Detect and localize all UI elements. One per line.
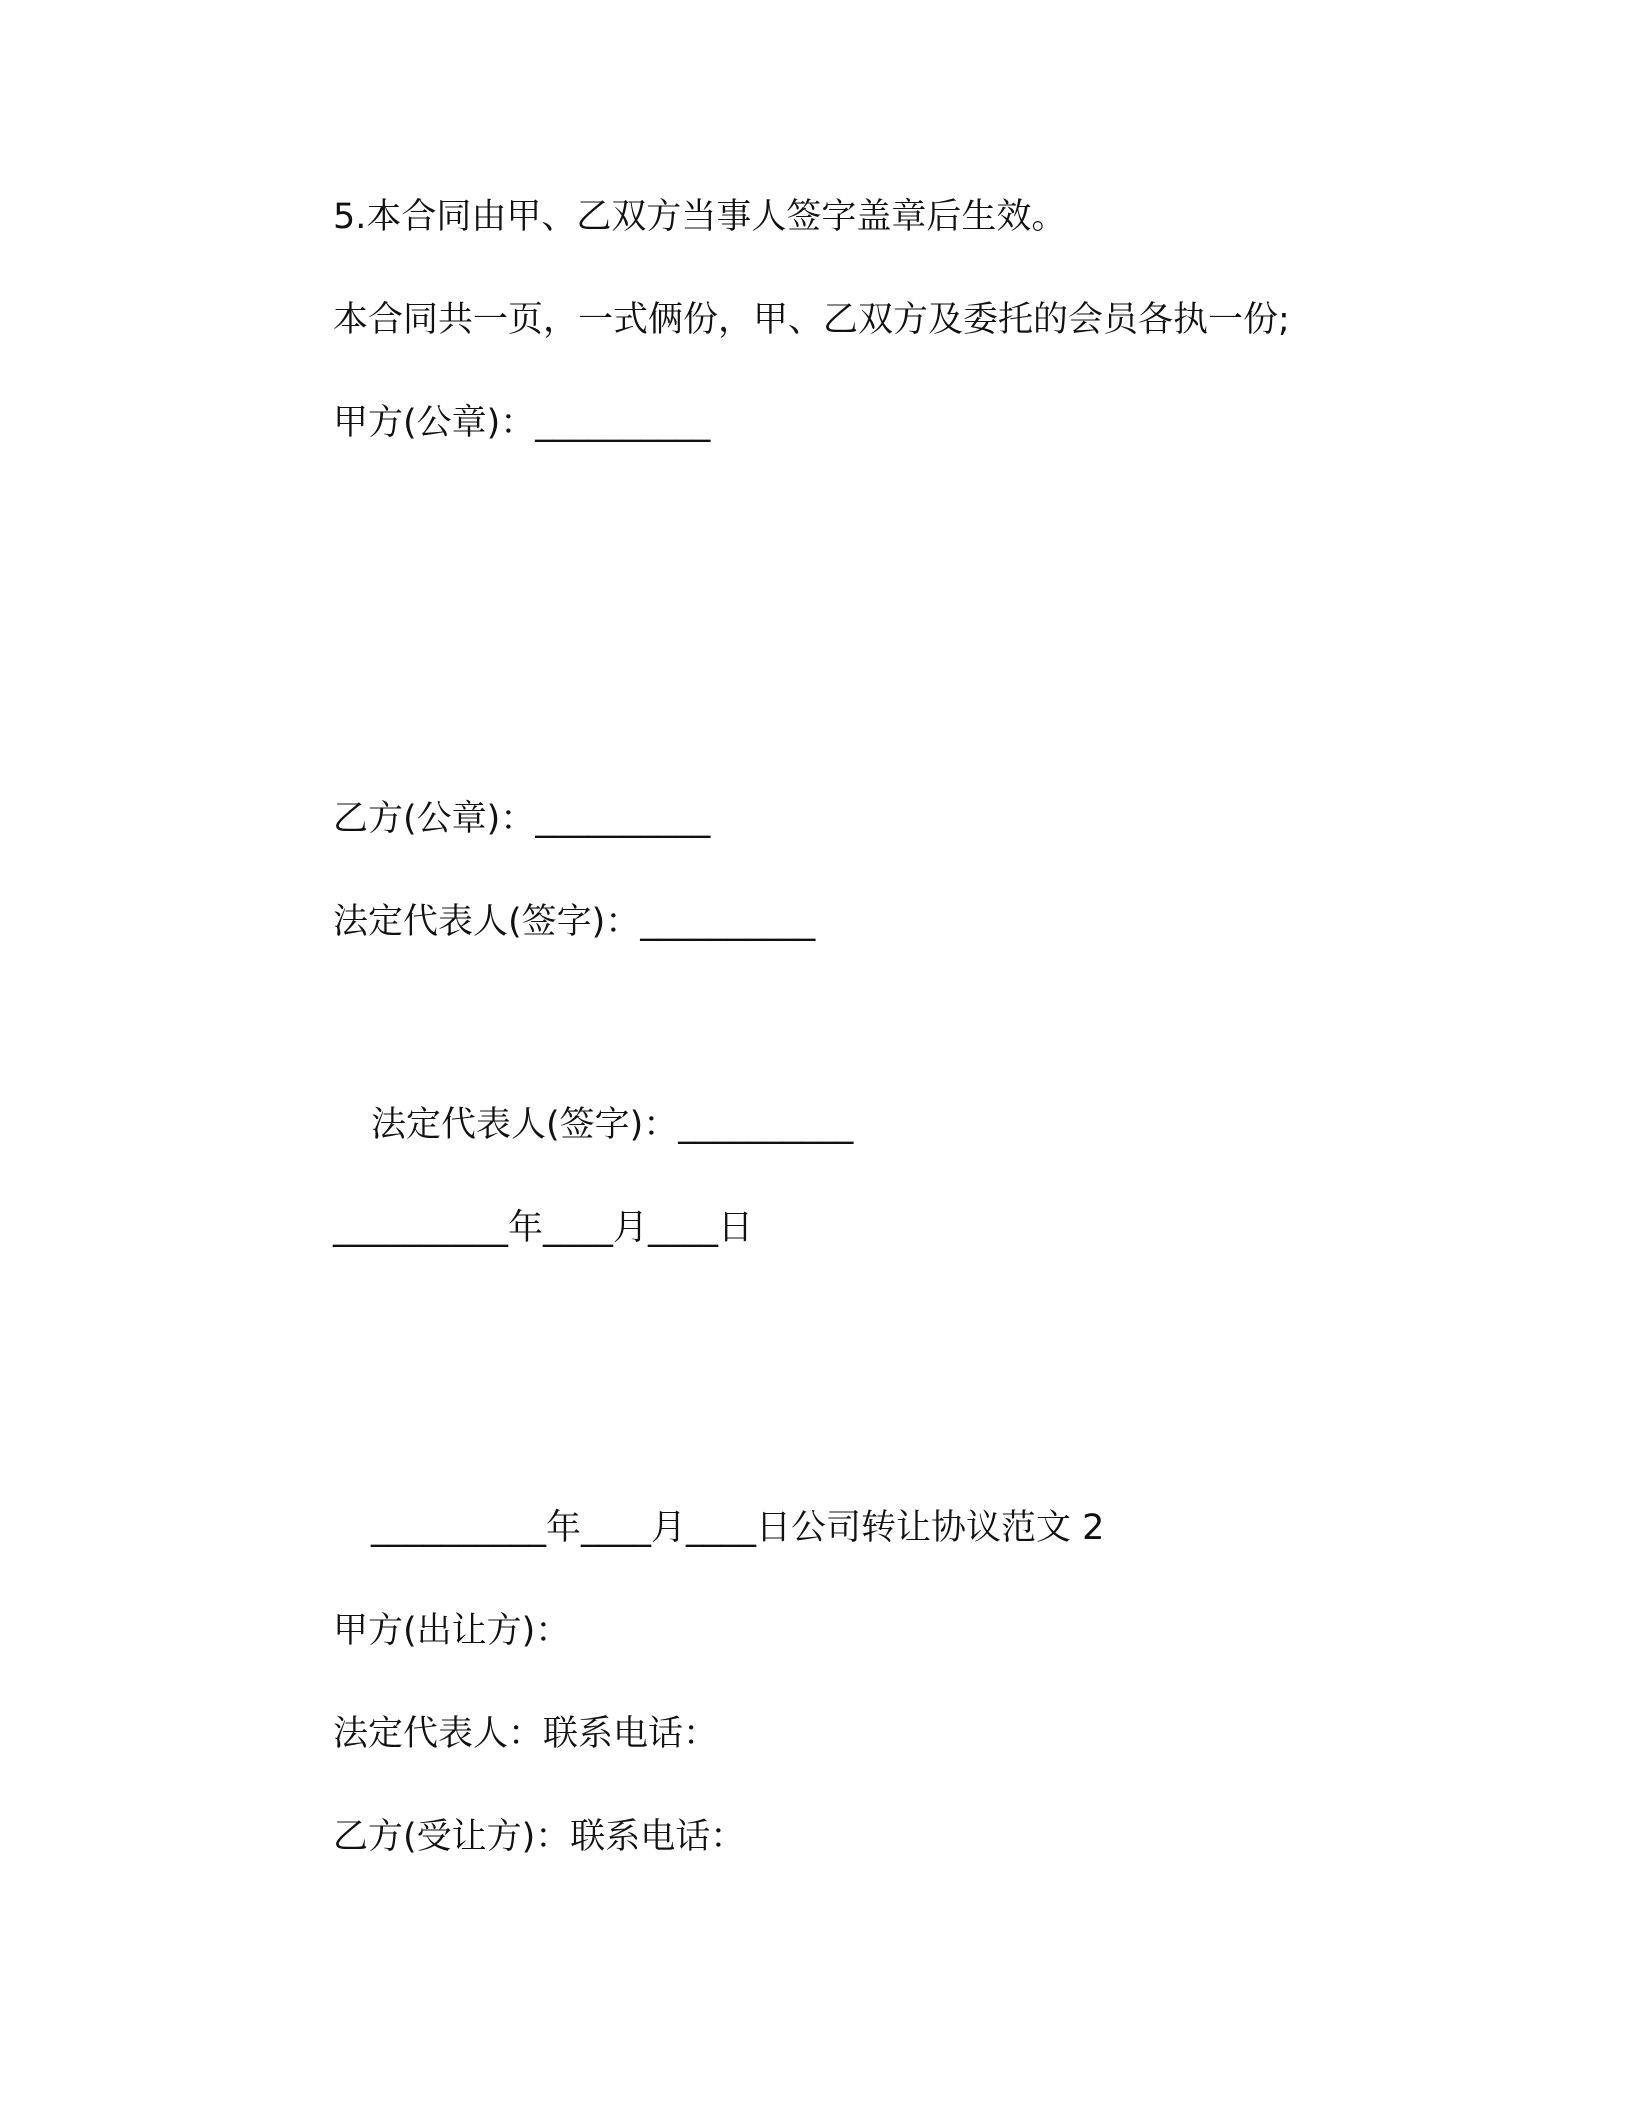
clause-5-effective: 5.本合同由甲、乙双方当事人签字盖章后生效。 [333, 197, 1067, 237]
sample-2-heading: __________年____月____日公司转让协议范文 2 [371, 1508, 1105, 1548]
party-a-seal-line: 甲方(公章)：__________ [333, 403, 711, 443]
party-b-transferee: 乙方(受让方)：联系电话： [333, 1817, 746, 1857]
party-a-transferor: 甲方(出让方)： [333, 1611, 571, 1651]
legal-rep-phone-line: 法定代表人：联系电话： [333, 1714, 719, 1754]
copies-statement: 本合同共一页，一式俩份，甲、乙双方及委托的会员各执一份; [333, 300, 1290, 340]
date-line: __________年____月____日 [333, 1208, 754, 1248]
legal-rep-signature-line-2: 法定代表人(签字)：__________ [371, 1105, 854, 1145]
party-b-seal-line: 乙方(公章)：__________ [333, 799, 711, 839]
legal-rep-signature-line: 法定代表人(签字)：__________ [333, 902, 816, 942]
